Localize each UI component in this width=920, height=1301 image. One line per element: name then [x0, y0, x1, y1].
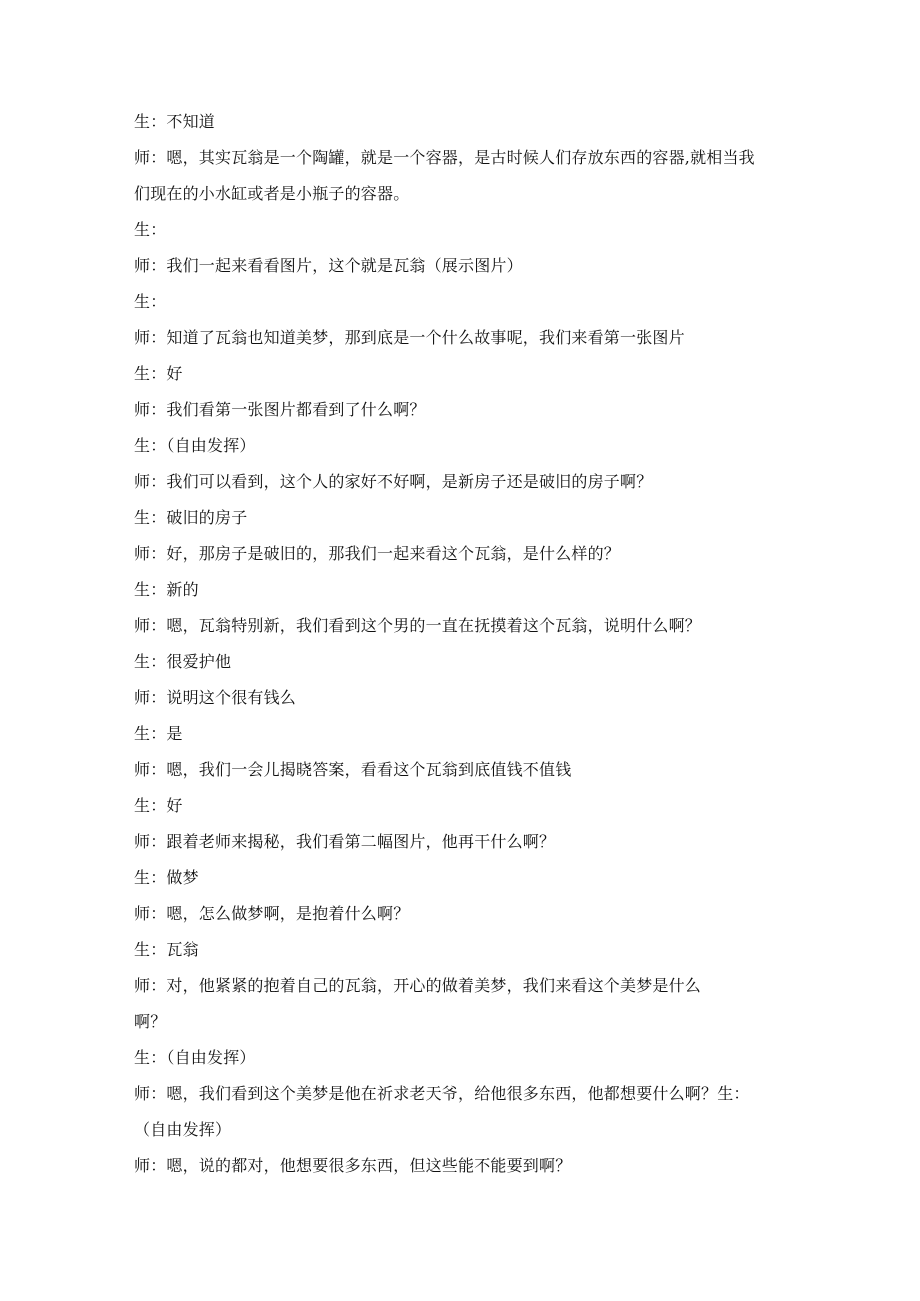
dialogue-line: 生：（自由发挥） [134, 1048, 256, 1067]
dialogue-line: 生：做梦 [134, 868, 199, 887]
dialogue-line: 师：我们可以看到，这个人的家好不好啊，是新房子还是破旧的房子啊？ [134, 472, 653, 491]
dialogue-line: （自由发挥） [134, 1120, 232, 1139]
dialogue-line: 师：嗯，我们看到这个美梦是他在祈求老天爷，给他很多东西，他都想要什么啊？生： [134, 1084, 750, 1103]
dialogue-line: 生：好 [134, 364, 183, 383]
dialogue-line: 师：好，那房子是破旧的，那我们一起来看这个瓦翁，是什么样的？ [134, 544, 621, 563]
dialogue-line: 师：嗯，瓦翁特别新，我们看到这个男的一直在抚摸着这个瓦翁，说明什么啊？ [134, 616, 702, 635]
dialogue-line: 师：嗯，其实瓦翁是一个陶罐，就是一个容器，是古时候人们存放东西的容器,就相当我 [134, 148, 755, 167]
dialogue-line: 师：嗯，说的都对，他想要很多东西，但这些能不能要到啊？ [134, 1156, 572, 1175]
dialogue-line: 生：新的 [134, 580, 199, 599]
dialogue-line: 生：很爱护他 [134, 652, 232, 671]
dialogue-line: 师：知道了瓦翁也知道美梦，那到底是一个什么故事呢，我们来看第一张图片 [134, 328, 685, 347]
dialogue-line: 生：破旧的房子 [134, 508, 248, 527]
dialogue-line: 生：好 [134, 796, 183, 815]
dialogue-line: 生： [134, 220, 167, 239]
dialogue-line: 们现在的小水缸或者是小瓶子的容器。 [134, 184, 410, 203]
dialogue-line: 师：我们一起来看看图片，这个就是瓦翁（展示图片） [134, 256, 523, 275]
dialogue-line: 师：说明这个很有钱么 [134, 688, 297, 707]
dialogue-transcript [134, 104, 784, 1184]
dialogue-line: 啊？ [134, 1012, 167, 1031]
dialogue-line: 师：跟着老师来揭秘，我们看第二幅图片，他再干什么啊？ [134, 832, 556, 851]
dialogue-line: 师：对，他紧紧的抱着自己的瓦翁，开心的做着美梦，我们来看这个美梦是什么 [134, 976, 702, 995]
dialogue-line: 师：嗯，我们一会儿揭晓答案，看看这个瓦翁到底值钱不值钱 [134, 760, 572, 779]
dialogue-line: 师：嗯，怎么做梦啊，是抱着什么啊？ [134, 904, 410, 923]
dialogue-line: 生：（自由发挥） [134, 436, 256, 455]
dialogue-line: 生： [134, 292, 167, 311]
dialogue-line: 生：瓦翁 [134, 940, 199, 959]
dialogue-line: 师：我们看第一张图片都看到了什么啊？ [134, 400, 426, 419]
dialogue-line: 生：不知道 [134, 112, 216, 131]
dialogue-line: 生：是 [134, 724, 183, 743]
